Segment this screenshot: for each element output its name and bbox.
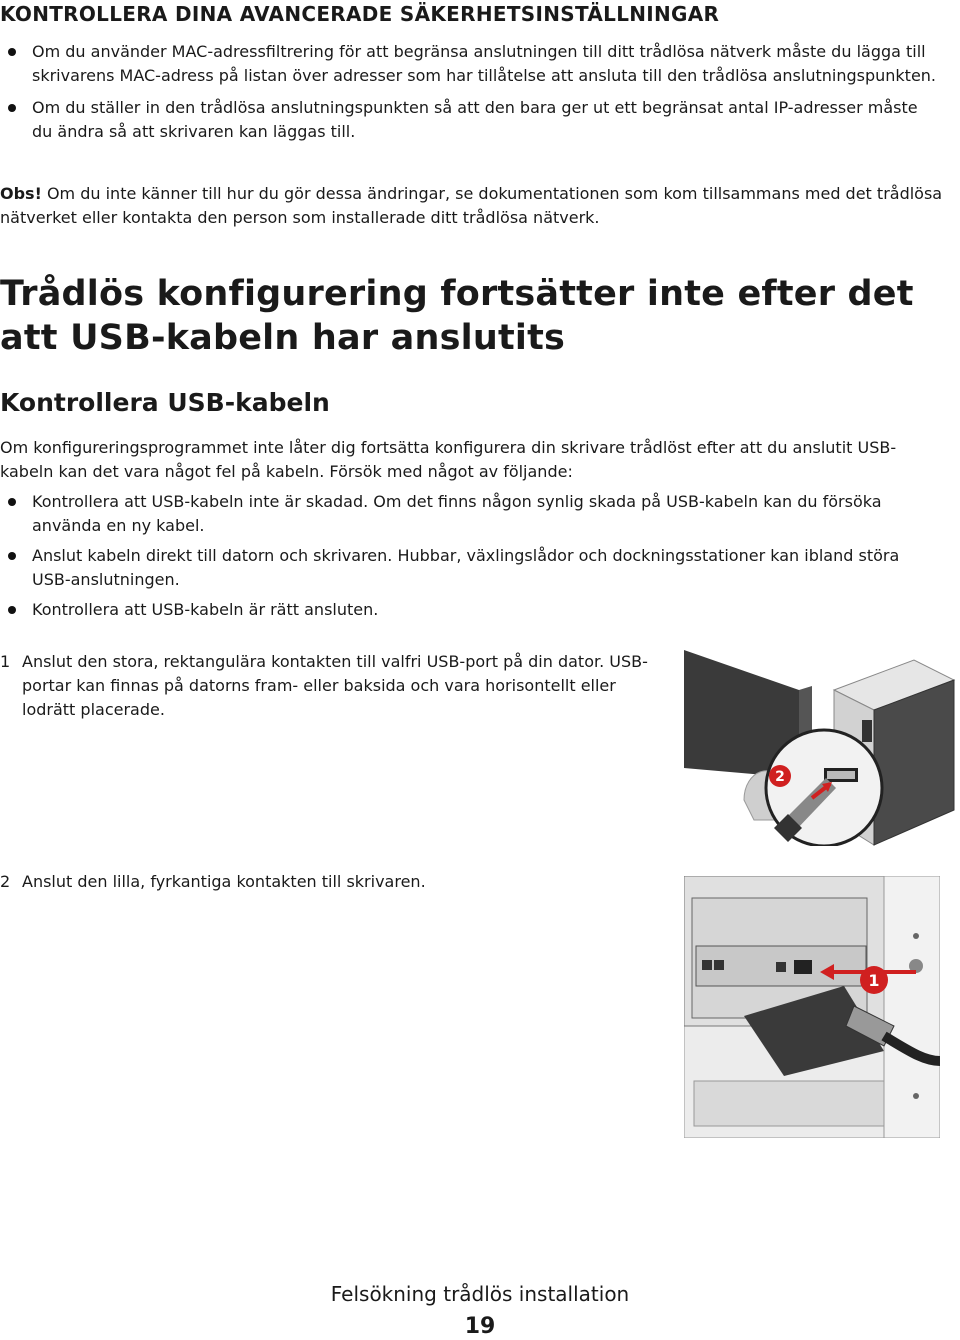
- usb-bullet-list: [0, 490, 940, 622]
- security-bullet-list: [0, 40, 940, 144]
- list-item: Om du ställer in den trådlösa anslutningspunkten så att den bara ger ut ett begränsat antal IP-adresser måste du ändra så att skrivaren kan läggas till.: [0, 96, 940, 144]
- step-2: [0, 870, 660, 894]
- sub-heading: Kontrollera USB-kabeln: [0, 388, 330, 417]
- step-text: Anslut den stora, rektangulära kontakten till valfri USB-port på din dator. USB-portar kan finnas på datorns fram- eller baksida och vara horisontellt eller lodrätt placerade.: [22, 652, 648, 719]
- list-item: Kontrollera att USB-kabeln inte är skadad. Om det finns någon synlig skada på USB-kabeln kan du försöka använda en ny kabel.: [0, 490, 940, 538]
- main-heading: Trådlös konfigurering fortsätter inte efter det att USB-kabeln har anslutits: [0, 274, 914, 358]
- step-number: 1: [0, 652, 11, 671]
- note-label: Obs!: [0, 184, 42, 203]
- computer-usb-illustration: [684, 650, 956, 846]
- note-text: Om du inte känner till hur du gör dessa ändringar, se dokumentationen som kom tillsammans med det trådlösa nätverket eller kontakta den person som installerade ditt trådlösa nätverk.: [0, 184, 943, 227]
- footer-title: Felsökning trådlös installation: [330, 1282, 630, 1306]
- callout-1: 1: [868, 971, 880, 990]
- callout-2: 2: [775, 769, 785, 785]
- page-number: 19: [464, 1314, 496, 1339]
- printer-usb-illustration: [684, 876, 940, 1138]
- list-item: Om du använder MAC-adressfiltrering för att begränsa anslutningen till ditt trådlösa nätverk måste du lägga till skrivarens MAC-adress på listan över adresser som har tillåtelse att ansluta till den trådlösa anslutningspunkten.: [0, 40, 940, 88]
- list-item: Kontrollera att USB-kabeln är rätt ansluten.: [0, 598, 940, 622]
- step-1: [0, 650, 660, 722]
- note-paragraph: [0, 182, 945, 230]
- step-text: Anslut den lilla, fyrkantiga kontakten till skrivaren.: [22, 872, 426, 891]
- intro-paragraph: Om konfigureringsprogrammet inte låter dig fortsätta konfigurera din skrivare trådlöst efter att du anslutit USB-kabeln kan det vara något fel på kabeln. Försök med något av följande:: [0, 438, 897, 481]
- step-number: 2: [0, 872, 11, 891]
- list-item: Anslut kabeln direkt till datorn och skrivaren. Hubbar, växlingslådor och dockningsstationer kan ibland störa USB-anslutningen.: [0, 544, 940, 592]
- section-heading: KONTROLLERA DINA AVANCERADE SÄKERHETSINSTÄLLNINGAR: [0, 2, 720, 26]
